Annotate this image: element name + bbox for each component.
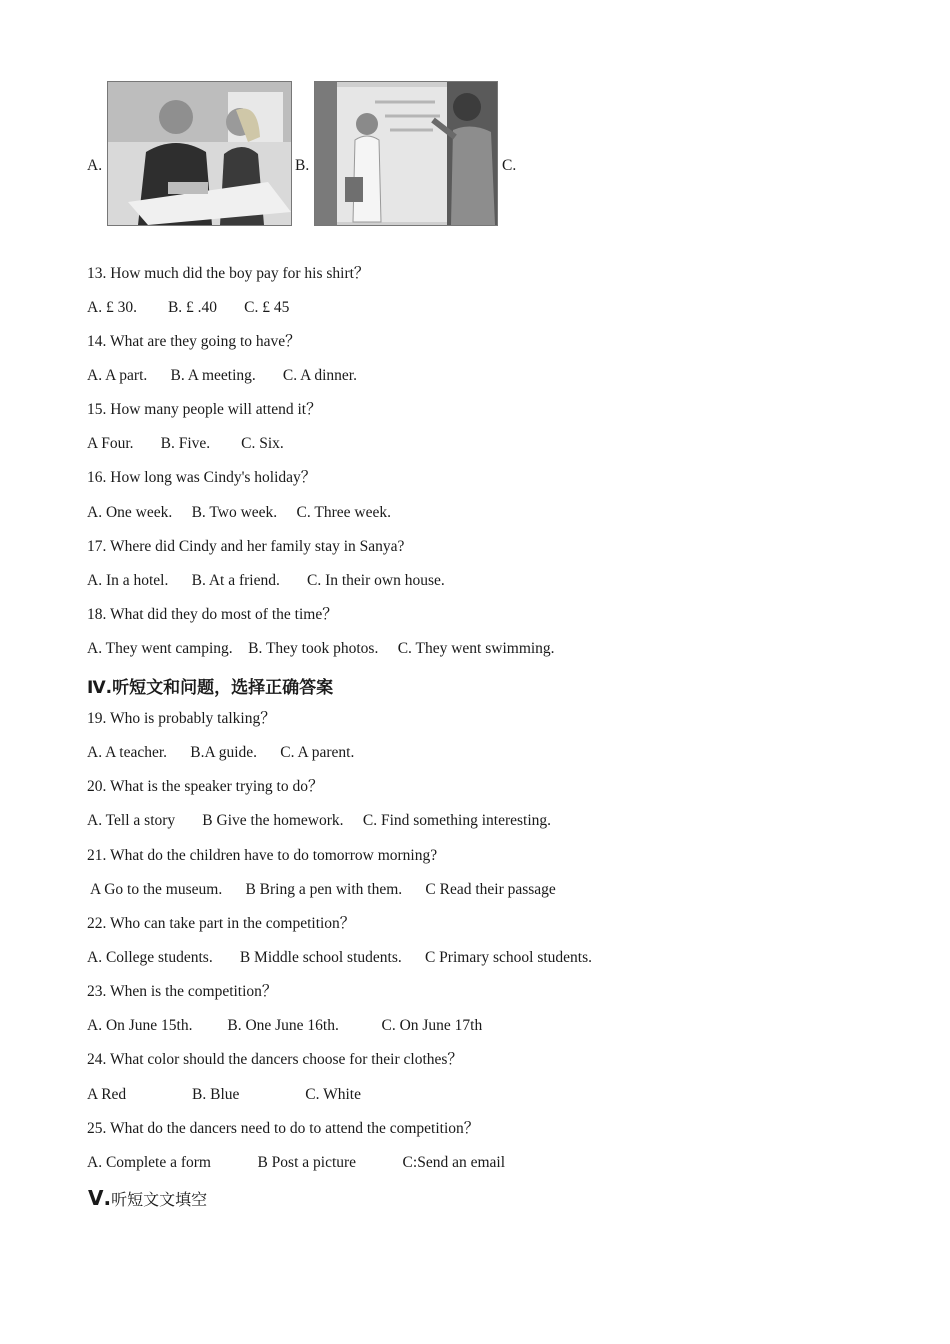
options-19: A. A teacher. B.A guide. C. A parent. [87,744,355,761]
options-22: A. College students. B Middle school students. C Primary school students. [87,949,593,966]
section-5-heading [88,1186,207,1210]
section-5-numeral: Ⅴ. [88,1186,112,1210]
section-4-heading: Ⅳ.听短文和问题，选择正确答案 [87,678,334,698]
question-17: 17. Where did Cindy and her family stay in Sanya? [87,538,405,555]
options-23: A. On June 15th. B. One June 16th. C. On June 17th [87,1017,483,1034]
options-17: A. In a hotel. B. At a friend. C. In their own house. [87,572,445,589]
options-13: A. £ 30. B. £ .40 C. £ 45 [87,299,290,316]
question-25: 25. What do the dancers need to do to attend the competition？ [87,1120,480,1137]
office-meeting-image [108,82,291,225]
question-23: 23. When is the competition？ [87,983,278,1000]
option-c-label: C. [502,157,517,174]
classroom-board-image [315,82,497,225]
option-b-label: B. [295,157,310,174]
options-18: A. They went camping. B. They took photos. C. They went swimming. [87,640,555,657]
options-14: A. A part. B. A meeting. C. A dinner. [87,367,357,384]
question-15: 15. How many people will attend it？ [87,401,322,418]
question-22: 22. Who can take part in the competition？ [87,915,356,932]
question-20: 20. What is the speaker trying to do？ [87,778,324,795]
question-21: 21. What do the children have to do tomorrow morning? [87,847,438,864]
options-16: A. One week. B. Two week. C. Three week. [87,504,391,521]
options-24: A Red B. Blue C. White [87,1086,361,1103]
option-a-label: A. [87,157,103,174]
options-21: A Go to the museum. B Bring a pen with them. C Read their passage [87,881,556,898]
question-14: 14. What are they going to have？ [87,333,301,350]
option-a-photo [107,81,292,226]
section-5-title: 听短文文填空 [111,1190,208,1209]
question-18: 18. What did they do most of the time？ [87,606,338,623]
options-15: A Four. B. Five. C. Six. [87,435,284,452]
options-25: A. Complete a form B Post a picture C:Send an email [87,1154,506,1171]
options-20: A. Tell a story B Give the homework. C. Find something interesting. [87,812,552,829]
option-b-photo [314,81,498,226]
question-13: 13. How much did the boy pay for his shirt？ [87,265,370,282]
question-16: 16. How long was Cindy's holiday？ [87,469,317,486]
question-24: 24. What color should the dancers choose for their clothes？ [87,1051,463,1068]
question-19: 19. Who is probably talking？ [87,710,276,727]
